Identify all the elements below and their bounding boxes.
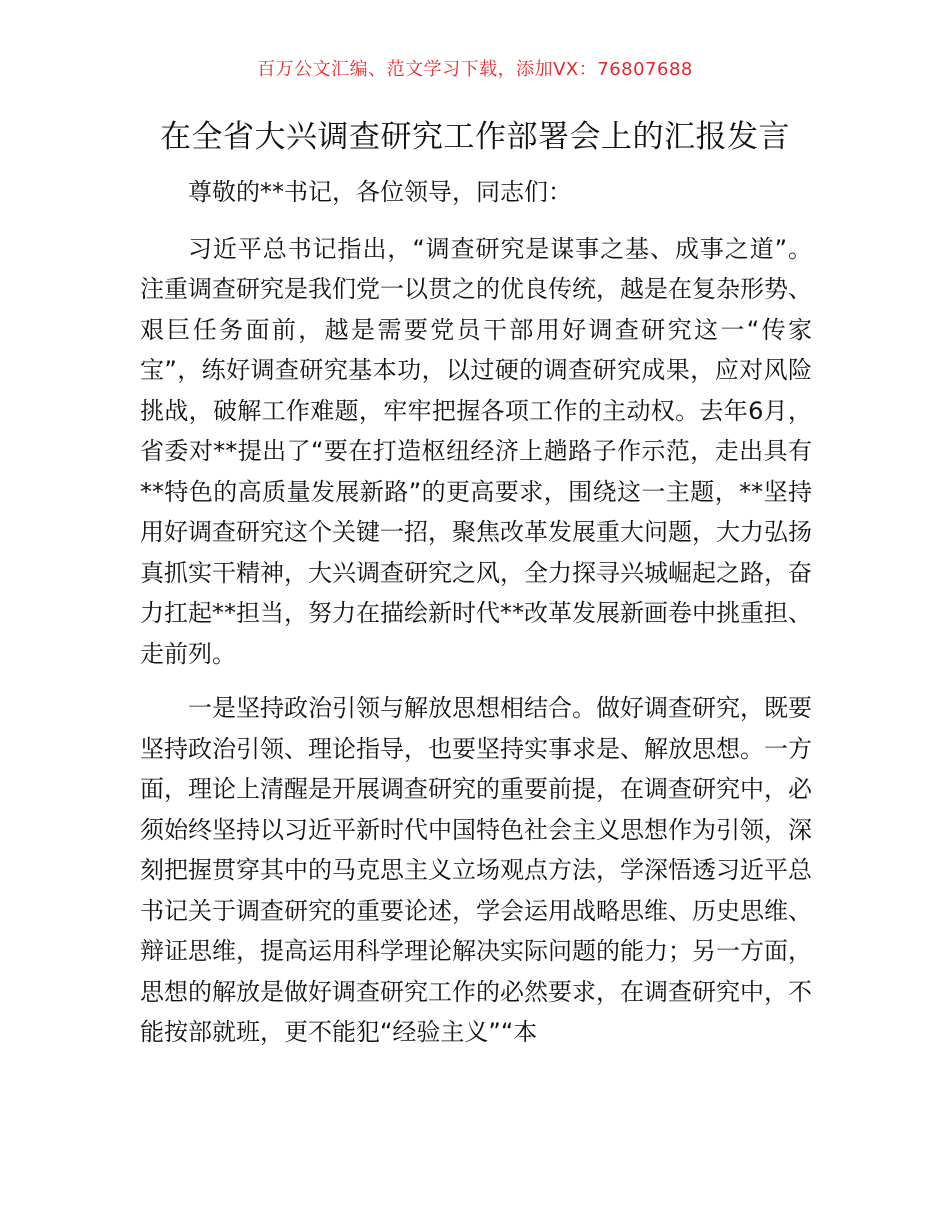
- watermark-banner: 百万公文汇编、范文学习下载，添加VX：76807688: [257, 59, 693, 80]
- document-body: [140, 172, 812, 1067]
- document-title: 在全省大兴调查研究工作部署会上的汇报发言: [160, 119, 790, 155]
- salutation: 尊敬的**书记，各位领导，同志们：: [188, 178, 572, 206]
- paragraph-intro: 习近平总书记指出，“调查研究是谋事之基、成事之道”。注重调查研究是我们党一以贯之的优良传统，越是在复杂形势、艰巨任务面前，越是需要党员干部用好调查研究这一“传家宝”，练好调查研究基本功，以过硬的调查研究成果，应对风险挑战，破解工作难题，牢牢把握各项工作的主动权。去年6月，省委对**提出了“要在打造枢纽经济上趟路子作示范，走出具有**特色的高质量发展新路”的更高要求，围绕这一主题，**坚持用好调查研究这个关键一招，聚焦改革发展重大问题，大力弘扬真抓实干精神，大兴调查研究之风，全力探寻兴城崛起之路，奋力扛起**担当，努力在描绘新时代**改革发展新画卷中挑重担、走前列。: [140, 234, 812, 668]
- paragraph-point-one: 一是坚持政治引领与解放思想相结合。做好调查研究，既要坚持政治引领、理论指导，也要坚持实事求是、解放思想。一方面，理论上清醒是开展调查研究的重要前提，在调查研究中，必须始终坚持以习近平新时代中国特色社会主义思想作为引领，深刻把握贯穿其中的马克思主义立场观点方法，学深悟透习近平总书记关于调查研究的重要论述，学会运用战略思维、历史思维、辩证思维，提高运用科学理论解决实际问题的能力；另一方面，思想的解放是做好调查研究工作的必然要求，在调查研究中，不能按部就班，更不能犯“经验主义”“本: [140, 694, 812, 1046]
